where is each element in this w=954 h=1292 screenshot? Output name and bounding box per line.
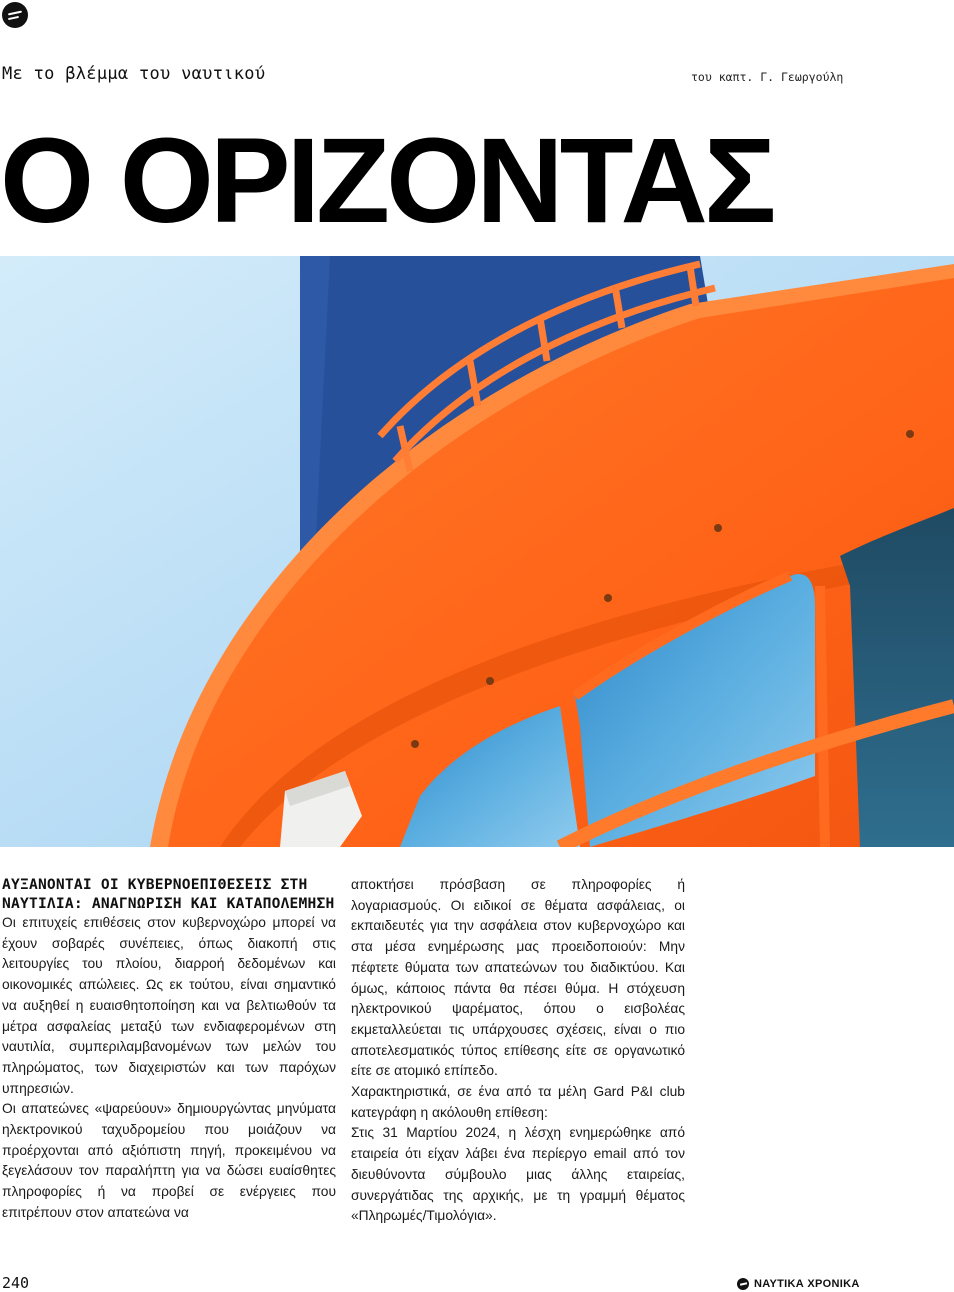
author-byline: του καπτ. Γ. Γεωργούλη: [691, 70, 844, 84]
paragraph: αποκτήσει πρόσβαση σε πληροφορίες ή λογαριασμούς. Οι ειδικοί σε θέματα ασφάλειας, οι εκπαιδευτές για την ασφάλεια στον κυβερνοχώρο και στα μέσα ενημέρωσης μας προειδοποιούν: Μην πέφτετε θύματα των απατεώνων του διαδικτύου. Και όμως, κάποιος πάντα θα πέσει θύμα. Η στόχευση ηλεκτρονικού ψαρέματος, όπου ο εισβολέας εκμεταλλεύεται τις υπάρχουσες σχέσεις, είναι ο πιο αποτελεσματικός τύπος επίθεσης είτε σε οργανωτικό είτε σε ατομικό επίπεδο.: [351, 877, 685, 1079]
paragraph: Στις 31 Μαρτίου 2024, η λέσχη ενημερώθηκε από εταιρεία ότι είχαν λάβει ένα περίεργο email από τον διευθύνοντα σύμβουλο μιας άλλης εταιρείας, συνεργάτιδας της αρχικής, με τη γραμμή θέματος «Πληρωμές/Τιμολόγια».: [351, 1125, 685, 1224]
paragraph: Οι απατεώνες «ψαρεύουν» δημιουργώντας μηνύματα ηλεκτρονικού ταχυδρομείου που μοιάζουν να προέρχονται από αξιόπιστη πηγή, προκειμένου να ξεγελάσουν τον παραλήπτη για να δώσει ευαίσθητες πληροφορίες ή να προβεί σε ενέργειες που επιτρέπουν στον απατεώνα να: [2, 1101, 336, 1220]
ship-bridge-photo: [0, 256, 954, 847]
article-title: Ο ΟΡΙΖΟΝΤΑΣ: [0, 112, 773, 248]
article-column-right: [351, 875, 685, 1227]
page-number: 240: [2, 1274, 30, 1292]
paragraph: Οι επιτυχείς επιθέσεις στον κυβερνοχώρο μπορεί να έχουν σοβαρές συνέπειες, όπως διακοπή στις λειτουργίες του πλοίου, διαρροή δεδομένων και οικονομικές απώλειες. Ως εκ τούτου, είναι σημαντικό να αυξηθεί η ευαισθητοποίηση και να βελτιωθούν τα μέτρα ασφαλείας μεταξύ των ενδιαφερομένων στη ναυτιλία, συμπεριλαμβανομένων των μελών του πληρώματος, των διαχειριστών και των παρόχων υπηρεσιών.: [2, 915, 336, 1096]
article-subheading: ΑΥΞΑΝΟΝΤΑΙ ΟΙ ΚΥΒΕΡΝΟΕΠΙΘΕΣΕΙΣ ΣΤΗ ΝΑΥΤΙΛΙΑ: ΑΝΑΓΝΩΡΙΣΗ ΚΑΙ ΚΑΤΑΠΟΛΕΜΗΣΗ: [2, 876, 335, 912]
brand-name: ΝΑΥΤΙΚΑ ΧΡΟΝΙΚΑ: [754, 1278, 860, 1290]
article-column-left: [2, 875, 336, 1224]
paragraph: Χαρακτηριστικά, σε ένα από τα μέλη Gard P&I club κατεγράφη η ακόλουθη επίθεση:: [351, 1084, 685, 1120]
magazine-logo-icon: [2, 2, 28, 28]
magazine-logo-icon: [737, 1278, 749, 1290]
column-name: Με το βλέμμα του ναυτικού: [2, 64, 266, 84]
footer-brand: [737, 1277, 860, 1291]
